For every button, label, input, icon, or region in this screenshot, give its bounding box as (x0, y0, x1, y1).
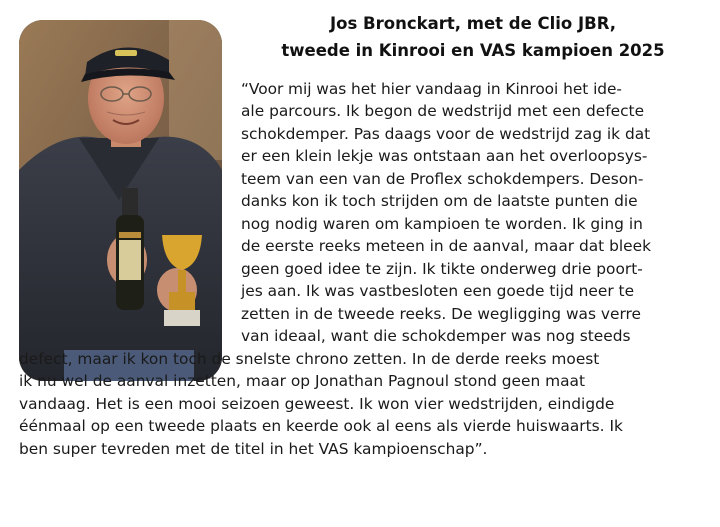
body-line: teem van een van de Proflex schokdempers. Deson- (241, 170, 644, 188)
body-line: er een klein lekje was ontstaan aan het overloopsys- (241, 147, 648, 165)
article-title (238, 10, 708, 64)
driver-photo (19, 20, 222, 381)
article-title-line-2: tweede in Kinrooi en VAS kampioen 2025 (281, 41, 665, 60)
article-title-line-1: Jos Bronckart, met de Clio JBR, (329, 14, 617, 33)
body-line: schokdemper. Pas daags voor de wedstrijd zag ik dat (241, 125, 651, 143)
body-line: de eerste reeks meteen in de aanval, maar dat bleek (241, 237, 652, 255)
body-line: éénmaal op een tweede plaats en keerde ook al eens als vierde huiswaarts. Ik (19, 417, 623, 435)
body-line: ik nu wel de aanval inzetten, maar op Jonathan Pagnoul stond geen maat (19, 372, 585, 390)
body-line: geen goed idee te zijn. Ik tikte onderweg drie poort- (241, 260, 643, 278)
body-line: vandaag. Het is een mooi seizoen geweest. Ik won vier wedstrijden, eindigde (19, 395, 615, 413)
body-line: danks kon ik toch strijden om de laatste punten die (241, 192, 638, 210)
body-line: jes aan. Ik was vastbesloten een goede tijd neer te (241, 282, 635, 300)
body-line: zetten in de tweede reeks. De wegligging was verre (241, 305, 641, 323)
body-line: van ideaal, want die schokdemper was nog steeds (241, 327, 631, 345)
body-line: “Voor mij was het hier vandaag in Kinrooi het ide- (241, 80, 622, 98)
body-line: ale parcours. Ik begon de wedstrijd met een defecte (241, 102, 645, 120)
body-line: ben super tevreden met de titel in het VAS kampioenschap”. (19, 440, 488, 458)
body-line: nog nodig waren om kampioen te worden. Ik ging in (241, 215, 643, 233)
body-line: defect, maar ik kon toch de snelste chrono zetten. In de derde reeks moest (19, 350, 600, 368)
